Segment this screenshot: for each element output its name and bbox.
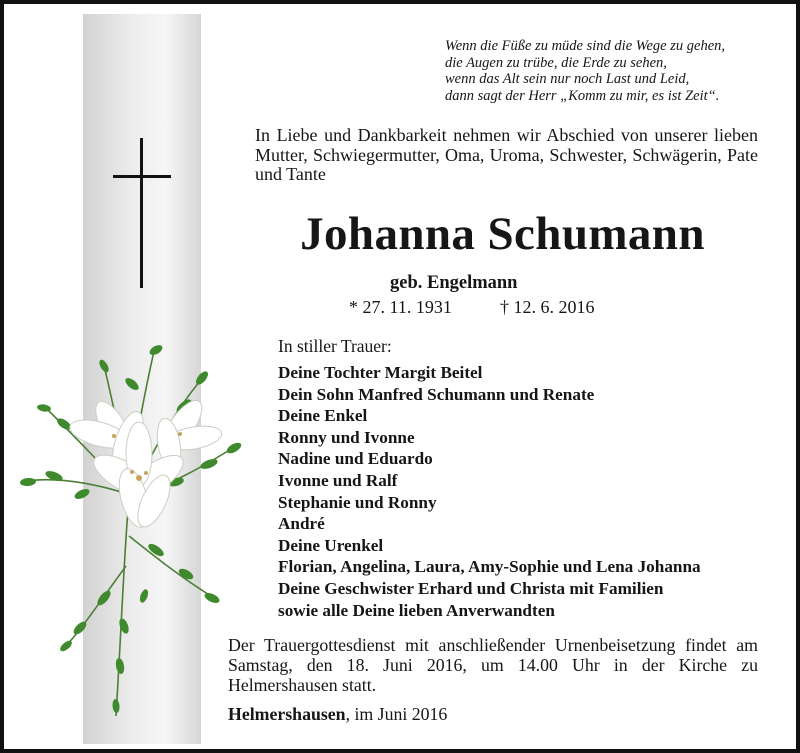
- place-date: [228, 703, 447, 725]
- mourner-line: sowie alle Deine lieben Anverwandten: [278, 600, 555, 620]
- mourners-list: [278, 362, 701, 621]
- mourning-intro: In stiller Trauer:: [278, 336, 392, 356]
- cross-icon-bar: [113, 175, 171, 178]
- mourner-line: Ivonne und Ralf: [278, 470, 398, 490]
- mourner-line: Florian, Angelina, Laura, Amy-Sophie und Lena Johanna: [278, 557, 701, 577]
- mourner-line: Stephanie und Ronny: [278, 492, 437, 512]
- mourner-line: Dein Sohn Manfred Schumann und Renate: [278, 384, 595, 404]
- mourner-line: Ronny und Ivonne: [278, 427, 415, 447]
- mourner-line: Nadine und Eduardo: [278, 449, 433, 469]
- mourner-line: Deine Enkel: [278, 406, 368, 426]
- poem-line: wenn das Alt sein nur noch Last und Leid,: [445, 71, 690, 87]
- farewell-intro: In Liebe und Dankbarkeit nehmen wir Abschied von unserer lieben Mutter, Schwiegermutter, Oma, Uroma, Schwester, Schwägerin, Pate und Tante: [255, 125, 758, 184]
- mourner-line: Deine Urenkel: [278, 535, 384, 555]
- poem-line: die Augen zu trübe, die Erde zu sehen,: [445, 54, 667, 71]
- service-announcement: Der Trauergottesdienst mit anschließender Urnenbeisetzung findet am Samstag, den 18. Juni 2016, um 14.00 Uhr in der Kirche zu Helmershausen statt.: [228, 635, 758, 695]
- maiden-name: geb. Engelmann: [390, 273, 518, 293]
- poem: [445, 38, 775, 104]
- signoff-date: , im Juni 2016: [345, 704, 448, 724]
- mourner-line: Deine Geschwister Erhard und Christa mit Familien: [278, 578, 664, 598]
- birth-date: * 27. 11. 1931: [349, 297, 452, 317]
- mourner-line: Deine Tochter Margit Beitel: [278, 363, 483, 382]
- lily-bouquet-image: [4, 336, 249, 726]
- cross-icon: [140, 138, 143, 288]
- death-date: † 12. 6. 2016: [500, 297, 595, 317]
- mourner-line: André: [278, 514, 325, 534]
- signoff-place: Helmershausen: [228, 704, 346, 724]
- deceased-name: Johanna Schumann: [300, 208, 705, 260]
- poem-line: Wenn die Füße zu müde sind die Wege zu gehen,: [445, 38, 726, 54]
- poem-line: dann sagt der Herr „Komm zu mir, es ist Zeit“.: [445, 87, 720, 104]
